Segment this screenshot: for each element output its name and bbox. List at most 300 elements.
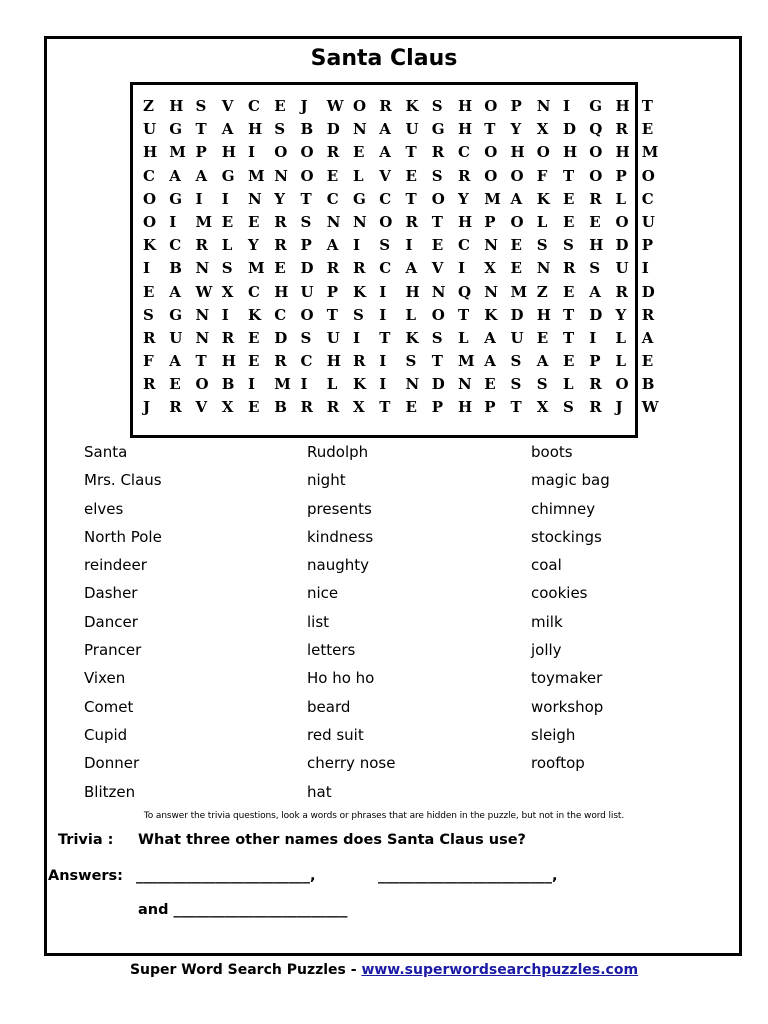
grid-letter[interactable]: T: [563, 166, 575, 185]
grid-letter[interactable]: M: [248, 259, 265, 278]
grid-letter[interactable]: K: [143, 236, 157, 255]
grid-letter[interactable]: R: [563, 259, 576, 278]
grid-letter[interactable]: C: [274, 305, 287, 324]
grid-letter[interactable]: H: [143, 143, 158, 162]
grid-letter[interactable]: K: [484, 305, 498, 324]
grid-letter[interactable]: U: [615, 259, 629, 278]
grid-letter[interactable]: T: [484, 120, 496, 139]
grid-letter[interactable]: S: [143, 305, 154, 324]
grid-letter[interactable]: H: [510, 143, 525, 162]
grid-letter[interactable]: G: [353, 189, 366, 208]
footer-link[interactable]: www.superwordsearchpuzzles.com: [361, 962, 639, 978]
grid-letter[interactable]: E: [274, 259, 286, 278]
grid-letter[interactable]: T: [405, 189, 417, 208]
grid-letter[interactable]: C: [379, 189, 392, 208]
grid-letter[interactable]: R: [274, 236, 287, 255]
page-title: Santa Claus: [310, 46, 458, 71]
answer-blank-3[interactable]: and ________________________: [138, 902, 348, 918]
grid-letter[interactable]: F: [536, 166, 548, 185]
grid-letter[interactable]: I: [641, 259, 649, 278]
grid-letter[interactable]: G: [169, 120, 183, 139]
grid-letter[interactable]: P: [300, 236, 312, 255]
grid-letter[interactable]: B: [300, 120, 314, 139]
grid-letter[interactable]: I: [458, 259, 466, 278]
grid-letter[interactable]: B: [274, 398, 287, 417]
grid-letter[interactable]: T: [195, 120, 207, 139]
grid-letter[interactable]: T: [563, 305, 575, 324]
grid-letter[interactable]: R: [143, 375, 156, 394]
grid-letter[interactable]: R: [379, 97, 392, 115]
grid-letter[interactable]: R: [300, 398, 313, 417]
grid-letter[interactable]: S: [379, 236, 391, 255]
grid-letter[interactable]: O: [510, 212, 524, 231]
answer-blank-2[interactable]: ________________________,: [378, 868, 558, 884]
grid-letter[interactable]: C: [458, 236, 470, 255]
grid-letter[interactable]: O: [431, 189, 445, 208]
grid-letter[interactable]: P: [641, 236, 654, 255]
grid-letter[interactable]: A: [195, 166, 208, 185]
grid-letter[interactable]: H: [536, 305, 551, 324]
answer-blank-1[interactable]: ________________________,: [136, 868, 316, 884]
grid-letter[interactable]: Y: [510, 120, 522, 139]
grid-letter[interactable]: Y: [615, 305, 627, 324]
grid-letter[interactable]: H: [169, 97, 184, 115]
grid-letter[interactable]: T: [379, 328, 391, 347]
trivia-label: Trivia :: [58, 832, 114, 848]
grid-letter[interactable]: H: [615, 97, 630, 115]
grid-letter[interactable]: E: [563, 282, 575, 301]
grid-letter[interactable]: O: [143, 212, 157, 231]
grid-letter[interactable]: T: [458, 305, 470, 324]
grid-letter[interactable]: E: [353, 143, 365, 162]
grid-letter[interactable]: S: [300, 328, 312, 347]
grid-letter[interactable]: N: [248, 189, 262, 208]
grid-letter[interactable]: A: [484, 328, 496, 347]
grid-letter[interactable]: C: [458, 143, 470, 162]
grid-letter[interactable]: Y: [248, 236, 259, 255]
grid-letter[interactable]: J: [143, 398, 151, 417]
grid-letter[interactable]: O: [300, 305, 314, 324]
grid-letter[interactable]: N: [195, 305, 210, 324]
grid-letter[interactable]: V: [221, 97, 234, 115]
grid-letter[interactable]: O: [536, 143, 550, 162]
grid-letter[interactable]: O: [589, 166, 603, 185]
grid-letter[interactable]: M: [274, 375, 291, 394]
grid-letter[interactable]: O: [484, 166, 498, 185]
grid-letter[interactable]: C: [326, 189, 339, 208]
grid-letter[interactable]: R: [615, 120, 628, 139]
grid-letter[interactable]: U: [326, 328, 340, 347]
grid-letter[interactable]: W: [326, 97, 344, 115]
grid-letter[interactable]: H: [458, 120, 473, 139]
grid-letter[interactable]: S: [510, 352, 522, 371]
grid-letter[interactable]: T: [379, 398, 391, 417]
grid-letter[interactable]: A: [536, 352, 549, 371]
grid-letter[interactable]: N: [326, 212, 341, 231]
grid-row: [143, 165, 668, 188]
grid-letter[interactable]: A: [379, 120, 391, 139]
grid-letter[interactable]: I: [589, 328, 597, 347]
grid-letter[interactable]: A: [641, 328, 654, 347]
grid-letter[interactable]: O: [195, 375, 209, 394]
grid-letter[interactable]: I: [248, 375, 256, 394]
grid-letter[interactable]: I: [300, 375, 308, 394]
grid-letter[interactable]: O: [510, 166, 524, 185]
grid-letter[interactable]: J: [300, 97, 308, 115]
grid-letter[interactable]: N: [536, 97, 551, 115]
grid-letter[interactable]: S: [353, 305, 364, 324]
grid-letter[interactable]: E: [405, 166, 417, 185]
grid-letter[interactable]: D: [563, 120, 577, 139]
grid-letter[interactable]: H: [326, 352, 341, 371]
grid-letter[interactable]: E: [510, 236, 522, 255]
grid-letter[interactable]: T: [563, 328, 575, 347]
grid-letter[interactable]: O: [615, 375, 629, 394]
grid-letter[interactable]: A: [379, 143, 391, 162]
grid-letter[interactable]: T: [300, 189, 312, 208]
grid-letter[interactable]: Y: [274, 189, 285, 208]
word-list-item: cookies: [531, 584, 588, 603]
word-list-item: hat: [307, 782, 332, 801]
grid-letter[interactable]: R: [431, 143, 445, 162]
grid-letter[interactable]: L: [405, 305, 417, 324]
grid-letter[interactable]: B: [641, 375, 655, 394]
grid-letter[interactable]: R: [353, 352, 366, 371]
grid-letter[interactable]: W: [641, 398, 659, 417]
grid-letter[interactable]: H: [458, 97, 473, 115]
word-list-item: chimney: [531, 499, 596, 518]
grid-letter[interactable]: I: [379, 352, 387, 371]
grid-letter[interactable]: R: [195, 236, 208, 255]
grid-letter[interactable]: X: [536, 120, 549, 139]
grid-letter[interactable]: A: [169, 166, 181, 185]
grid-letter[interactable]: I: [563, 97, 571, 115]
grid-letter[interactable]: E: [221, 212, 234, 231]
grid-letter[interactable]: B: [169, 259, 182, 278]
grid-letter[interactable]: D: [615, 236, 629, 255]
grid-letter[interactable]: U: [169, 328, 183, 347]
grid-row: [143, 118, 668, 141]
grid-letter[interactable]: O: [484, 97, 498, 115]
grid-letter[interactable]: U: [143, 120, 157, 139]
grid-letter[interactable]: B: [221, 375, 235, 394]
grid-letter[interactable]: N: [274, 166, 288, 185]
grid-letter[interactable]: C: [169, 236, 182, 255]
grid-letter[interactable]: G: [169, 305, 183, 324]
grid-letter[interactable]: A: [510, 189, 523, 208]
grid-letter[interactable]: P: [326, 282, 339, 301]
grid-letter[interactable]: M: [248, 166, 265, 185]
grid-letter[interactable]: D: [300, 259, 314, 278]
grid-letter[interactable]: O: [379, 212, 393, 231]
grid-letter[interactable]: S: [563, 398, 574, 417]
grid-letter[interactable]: R: [326, 259, 340, 278]
grid-letter[interactable]: S: [221, 259, 233, 278]
grid-letter[interactable]: D: [641, 282, 655, 301]
grid-letter[interactable]: N: [195, 259, 210, 278]
grid-letter[interactable]: U: [641, 212, 655, 231]
grid-letter[interactable]: E: [563, 189, 575, 208]
grid-letter[interactable]: Q: [458, 282, 472, 301]
grid-letter[interactable]: V: [195, 398, 208, 417]
grid-letter[interactable]: O: [484, 143, 498, 162]
grid-letter[interactable]: E: [510, 259, 522, 278]
grid-letter[interactable]: R: [221, 328, 235, 347]
grid-letter[interactable]: J: [615, 398, 623, 417]
grid-letter[interactable]: C: [641, 189, 654, 208]
grid-letter[interactable]: G: [221, 166, 235, 185]
grid-letter[interactable]: Y: [458, 189, 469, 208]
grid-letter[interactable]: X: [221, 282, 234, 301]
grid-letter[interactable]: S: [405, 352, 417, 371]
grid-letter[interactable]: O: [274, 143, 288, 162]
grid-letter[interactable]: A: [484, 352, 496, 371]
grid-letter[interactable]: I: [221, 305, 229, 324]
grid-letter[interactable]: S: [274, 120, 286, 139]
grid-letter[interactable]: E: [169, 375, 181, 394]
grid-letter[interactable]: R: [589, 375, 602, 394]
grid-letter[interactable]: L: [615, 328, 627, 347]
grid-letter[interactable]: K: [536, 189, 550, 208]
grid-letter[interactable]: S: [431, 328, 443, 347]
grid-letter[interactable]: E: [563, 212, 575, 231]
grid-letter[interactable]: L: [326, 375, 338, 394]
grid-letter[interactable]: M: [169, 143, 186, 162]
grid-letter[interactable]: E: [641, 352, 654, 371]
grid-letter[interactable]: I: [353, 236, 361, 255]
grid-letter[interactable]: M: [484, 189, 501, 208]
answers-label: Answers:: [48, 868, 123, 884]
grid-row: [143, 188, 668, 211]
grid-letter[interactable]: N: [484, 236, 498, 255]
grid-letter[interactable]: R: [405, 212, 418, 231]
grid-letter[interactable]: I: [195, 189, 203, 208]
grid-letter[interactable]: N: [195, 328, 210, 347]
grid-letter[interactable]: E: [563, 352, 575, 371]
grid-letter[interactable]: D: [274, 328, 288, 347]
grid-letter[interactable]: O: [300, 166, 314, 185]
grid-letter[interactable]: I: [379, 305, 387, 324]
word-list-item: workshop: [531, 697, 604, 716]
grid-letter[interactable]: C: [300, 352, 313, 371]
grid-letter[interactable]: N: [353, 212, 367, 231]
grid-letter[interactable]: K: [248, 305, 262, 324]
grid-letter[interactable]: H: [221, 143, 236, 162]
grid-letter[interactable]: N: [458, 375, 472, 394]
grid-letter[interactable]: U: [510, 328, 524, 347]
grid-letter[interactable]: Z: [536, 282, 548, 301]
grid-letter[interactable]: P: [484, 212, 496, 231]
grid-letter[interactable]: V: [431, 259, 444, 278]
grid-letter[interactable]: K: [353, 375, 367, 394]
grid-letter[interactable]: R: [353, 259, 366, 278]
grid-letter[interactable]: S: [431, 166, 443, 185]
grid-letter[interactable]: P: [589, 352, 601, 371]
grid-letter[interactable]: H: [274, 282, 289, 301]
grid-letter[interactable]: N: [536, 259, 551, 278]
grid-letter[interactable]: A: [405, 259, 418, 278]
grid-letter[interactable]: O: [143, 189, 157, 208]
grid-letter[interactable]: F: [143, 352, 154, 371]
grid-letter[interactable]: P: [510, 97, 522, 115]
grid-letter[interactable]: L: [221, 236, 233, 255]
grid-letter[interactable]: H: [458, 398, 473, 417]
grid-letter[interactable]: T: [431, 212, 443, 231]
grid-letter[interactable]: T: [195, 352, 207, 371]
grid-letter[interactable]: L: [563, 375, 574, 394]
grid-letter[interactable]: I: [248, 143, 256, 162]
grid-letter[interactable]: I: [221, 189, 229, 208]
grid-letter[interactable]: O: [431, 305, 445, 324]
grid-letter[interactable]: S: [536, 236, 548, 255]
grid-letter[interactable]: D: [589, 305, 603, 324]
grid-letter[interactable]: H: [615, 143, 630, 162]
grid-letter[interactable]: O: [300, 143, 314, 162]
grid-letter[interactable]: S: [589, 259, 601, 278]
grid-letter[interactable]: X: [536, 398, 549, 417]
grid-letter[interactable]: R: [458, 166, 471, 185]
grid-letter[interactable]: R: [274, 212, 287, 231]
grid-letter[interactable]: T: [431, 352, 443, 371]
grid-letter[interactable]: R: [589, 398, 602, 417]
grid-letter[interactable]: N: [484, 282, 498, 301]
grid-letter[interactable]: Q: [589, 120, 603, 139]
grid-letter[interactable]: E: [248, 352, 260, 371]
grid-letter[interactable]: S: [431, 97, 443, 115]
grid-letter[interactable]: C: [248, 282, 260, 301]
grid-letter[interactable]: S: [563, 236, 574, 255]
grid-letter[interactable]: E: [248, 212, 260, 231]
grid-letter[interactable]: O: [615, 212, 629, 231]
grid-letter[interactable]: V: [379, 166, 391, 185]
grid-letter[interactable]: S: [536, 375, 548, 394]
grid-letter[interactable]: P: [195, 143, 207, 162]
word-list-item: magic bag: [531, 471, 610, 490]
grid-letter[interactable]: H: [458, 212, 473, 231]
grid-letter[interactable]: L: [458, 328, 469, 347]
grid-letter[interactable]: D: [431, 375, 445, 394]
grid-letter[interactable]: A: [221, 120, 234, 139]
grid-letter[interactable]: M: [641, 143, 659, 162]
grid-letter[interactable]: L: [615, 189, 627, 208]
grid-letter[interactable]: E: [589, 212, 601, 231]
grid-letter[interactable]: K: [405, 97, 419, 115]
grid-letter[interactable]: I: [169, 212, 177, 231]
grid-letter[interactable]: I: [353, 328, 361, 347]
grid-letter[interactable]: R: [641, 305, 655, 324]
grid-letter[interactable]: C: [143, 166, 155, 185]
word-list-item: Santa: [84, 443, 128, 461]
grid-letter[interactable]: O: [589, 143, 603, 162]
grid-letter[interactable]: U: [300, 282, 314, 301]
grid-letter[interactable]: D: [326, 120, 340, 139]
grid-letter[interactable]: R: [274, 352, 287, 371]
grid-letter[interactable]: R: [615, 282, 628, 301]
grid-letter[interactable]: M: [195, 212, 213, 231]
grid-letter[interactable]: L: [536, 212, 548, 231]
grid-letter[interactable]: N: [353, 120, 367, 139]
grid-letter[interactable]: E: [536, 328, 549, 347]
grid-letter[interactable]: K: [353, 282, 367, 301]
grid-letter[interactable]: P: [615, 166, 627, 185]
word-list-item: presents: [307, 499, 372, 518]
grid-letter[interactable]: C: [379, 259, 392, 278]
grid-letter[interactable]: I: [143, 259, 151, 278]
grid-letter[interactable]: E: [326, 166, 339, 185]
grid-letter[interactable]: R: [326, 398, 340, 417]
grid-letter[interactable]: G: [169, 189, 183, 208]
grid-letter[interactable]: E: [248, 398, 260, 417]
grid-letter[interactable]: R: [589, 189, 602, 208]
grid-letter[interactable]: I: [379, 282, 387, 301]
grid-letter[interactable]: T: [405, 143, 417, 162]
grid-letter[interactable]: X: [221, 398, 234, 417]
grid-letter[interactable]: Z: [143, 97, 154, 115]
grid-letter[interactable]: T: [326, 305, 338, 324]
grid-letter[interactable]: L: [353, 166, 364, 185]
grid-letter[interactable]: E: [431, 236, 444, 255]
grid-letter[interactable]: S: [300, 212, 312, 231]
grid-letter[interactable]: X: [353, 398, 365, 417]
trivia-question: What three other names does Santa Claus use?: [138, 832, 526, 848]
grid-letter[interactable]: A: [326, 236, 339, 255]
grid-letter[interactable]: A: [169, 352, 181, 371]
grid-letter[interactable]: R: [143, 328, 156, 347]
grid-letter[interactable]: W: [195, 282, 213, 301]
grid-letter[interactable]: N: [431, 282, 446, 301]
grid-letter[interactable]: U: [405, 120, 419, 139]
grid-letter[interactable]: X: [484, 259, 496, 278]
grid-letter[interactable]: S: [195, 97, 207, 115]
grid-letter[interactable]: K: [405, 328, 419, 347]
grid-letter[interactable]: H: [405, 282, 420, 301]
grid-letter[interactable]: E: [143, 282, 155, 301]
grid-letter[interactable]: T: [641, 97, 653, 115]
grid-letter[interactable]: C: [248, 97, 260, 115]
grid-letter[interactable]: A: [169, 282, 181, 301]
grid-letter[interactable]: E: [641, 120, 654, 139]
grid-letter[interactable]: M: [458, 352, 475, 371]
grid-letter[interactable]: L: [615, 352, 627, 371]
grid-letter[interactable]: H: [221, 352, 236, 371]
grid-letter[interactable]: H: [589, 236, 604, 255]
grid-letter[interactable]: O: [641, 166, 655, 185]
grid-letter[interactable]: E: [405, 398, 417, 417]
grid-letter[interactable]: S: [510, 375, 522, 394]
grid-letter[interactable]: A: [589, 282, 601, 301]
grid-letter[interactable]: N: [405, 375, 420, 394]
grid-letter[interactable]: O: [353, 97, 367, 115]
puzzle-grid: [143, 95, 668, 420]
grid-letter[interactable]: M: [510, 282, 528, 301]
grid-letter[interactable]: G: [431, 120, 445, 139]
word-list-item: jolly: [531, 641, 562, 660]
grid-letter[interactable]: H: [563, 143, 578, 162]
grid-letter[interactable]: R: [326, 143, 340, 162]
grid-letter[interactable]: G: [589, 97, 603, 115]
grid-letter[interactable]: E: [248, 328, 260, 347]
grid-letter[interactable]: R: [169, 398, 182, 417]
grid-letter[interactable]: E: [274, 97, 286, 115]
grid-letter[interactable]: H: [248, 120, 263, 139]
grid-letter[interactable]: E: [484, 375, 496, 394]
grid-letter[interactable]: D: [510, 305, 524, 324]
grid-letter[interactable]: I: [379, 375, 387, 394]
grid-letter[interactable]: I: [405, 236, 413, 255]
grid-letter[interactable]: T: [510, 398, 522, 417]
grid-letter[interactable]: P: [431, 398, 444, 417]
grid-letter[interactable]: P: [484, 398, 496, 417]
